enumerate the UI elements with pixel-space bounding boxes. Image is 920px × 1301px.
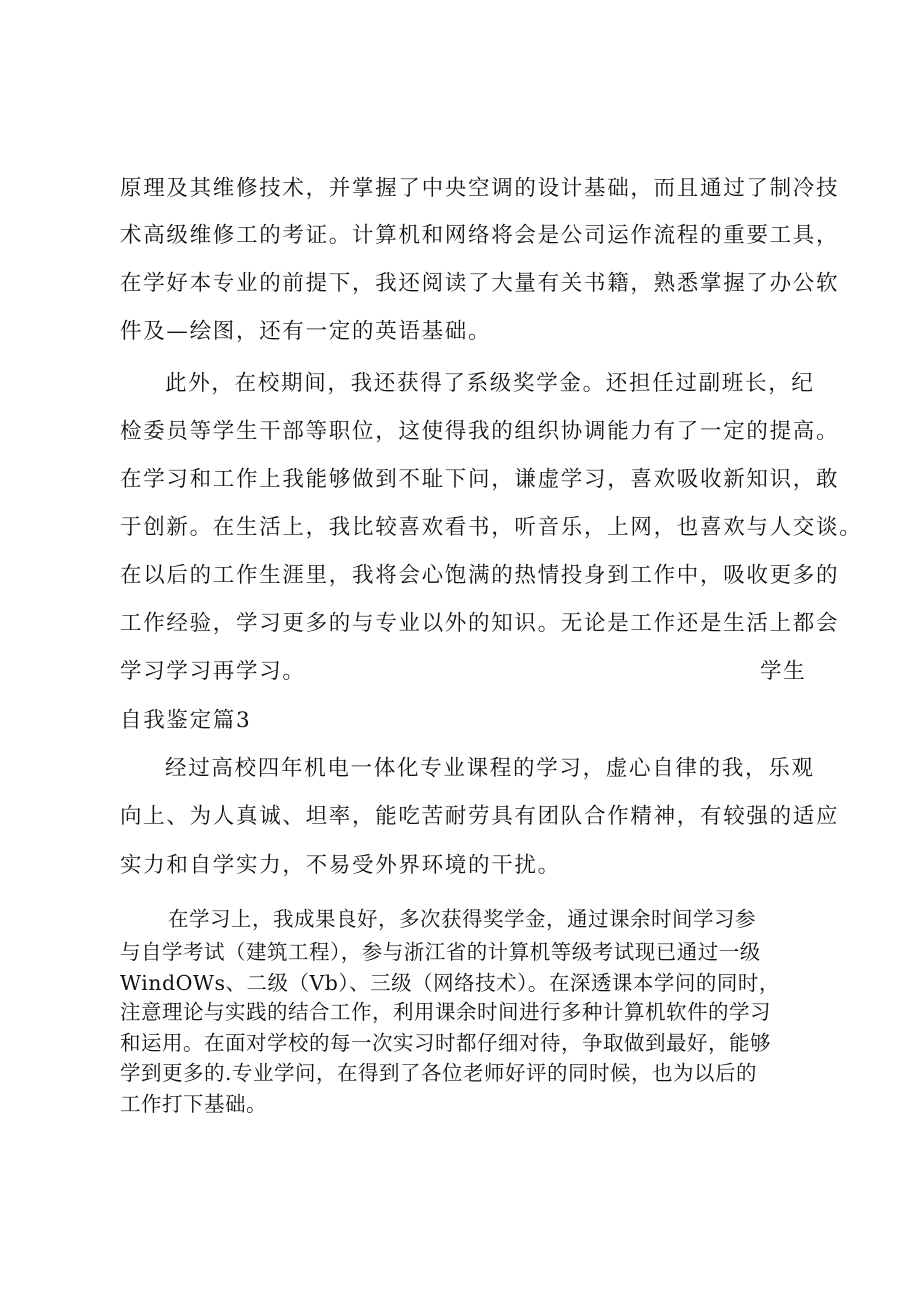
paragraph-1-line-4: 件及—绘图，还有一定的英语基础。 — [120, 319, 492, 344]
paragraph-4-line-1: 在学习上，我成果良好，多次获得奖学金，通过课余时间学习参 — [168, 907, 756, 931]
paragraph-3-line-2: 向上、为人真诚、坦率，能吃苦耐劳具有团队合作精神，有较强的适应 — [120, 804, 840, 829]
paragraph-2-line-2: 检委员等学生干部等职位，这使得我的组织协调能力有了一定的提高。 — [120, 419, 840, 444]
section-heading: 自我鉴定篇3 — [120, 708, 252, 733]
paragraph-4-line-2: 与自学考试（建筑工程），参与浙江省的计算机等级考试现已通过一级 — [120, 940, 761, 964]
paragraph-2-line-1: 此外，在校期间，我还获得了系级奖学金。还担任过副班长，纪 — [165, 371, 815, 396]
paragraph-1-line-1: 原理及其维修技术，并掌握了中央空调的设计基础，而且通过了制冷技 — [120, 176, 840, 201]
paragraph-3-line-3: 实力和自学实力，不易受外界环境的干扰。 — [120, 853, 561, 878]
paragraph-2-line-6: 工作经验，学习更多的与专业以外的知识。无论是工作还是生活上都会 — [120, 611, 840, 636]
paragraph-1-line-3: 在学好本专业的前提下，我还阅读了大量有关书籍，熟悉掌握了办公软 — [120, 271, 840, 296]
paragraph-4-line-3: WindOWs、二级（Vb）、三级（网络技术）。在深透课本学问的同时， — [120, 971, 780, 995]
trailing-label: 学生 — [760, 659, 807, 684]
paragraph-4-line-6: 学到更多的.专业学问，在得到了各位老师好评的同时候，也为以后的 — [120, 1061, 758, 1085]
paragraph-2-line-7: 学习学习再学习。 — [120, 659, 306, 684]
paragraph-4-line-7: 工作打下基础。 — [120, 1092, 267, 1116]
paragraph-2-line-3: 在学习和工作上我能够做到不耻下问，谦虚学习，喜欢吸收新知识，敢 — [120, 467, 840, 492]
paragraph-2-line-4: 于创新。在生活上，我比较喜欢看书，听音乐，上网，也喜欢与人交谈。 — [120, 515, 863, 540]
paragraph-1-line-2: 术高级维修工的考证。计算机和网络将会是公司运作流程的重要工具， — [120, 223, 840, 248]
paragraph-4-line-4: 注意理论与实践的结合工作，利用课余时间进行多种计算机软件的学习 — [120, 1000, 771, 1024]
paragraph-2-line-5: 在以后的工作生涯里，我将会心饱满的热情投身到工作中，吸收更多的 — [120, 563, 840, 588]
paragraph-4-line-5: 和运用。在面对学校的每一次实习时都仔细对待，争取做到最好，能够 — [120, 1031, 771, 1055]
paragraph-3-line-1: 经过高校四年机电一体化专业课程的学习，虚心自律的我，乐观 — [165, 756, 815, 781]
